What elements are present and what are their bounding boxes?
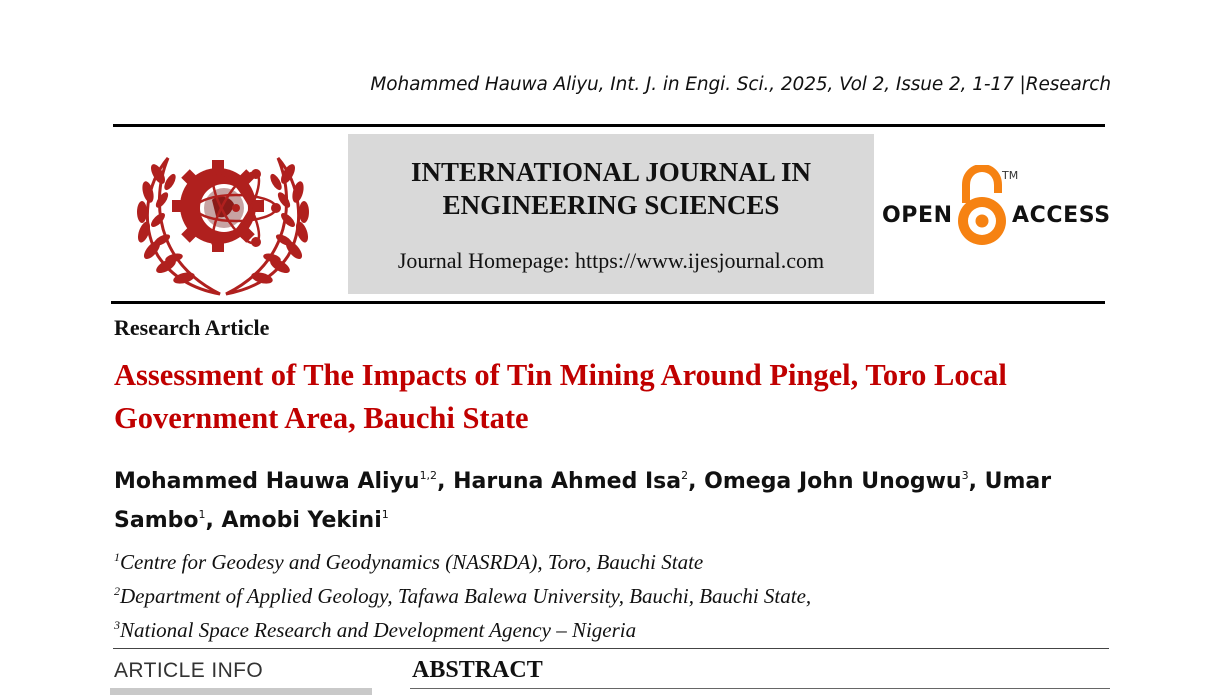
- article-type: Research Article: [114, 315, 270, 340]
- open-access-access-text: ACCESS: [1012, 203, 1111, 228]
- abstract-rule: [410, 688, 1110, 689]
- author-affiliation-sup: 1,2: [419, 469, 438, 482]
- open-access-open-text: OPEN: [882, 203, 953, 228]
- author-name: Umar Sambo: [114, 469, 1052, 533]
- author-separator: ,: [205, 508, 222, 533]
- article-info-underline: [110, 688, 372, 695]
- author-affiliation-sup: 3: [961, 469, 969, 482]
- affiliation-text: Department of Applied Geology, Tafawa Balewa University, Bauchi, Bauchi State,: [120, 584, 812, 608]
- affiliation-list: [114, 543, 811, 645]
- trademark-mark: TM: [1002, 169, 1019, 182]
- running-head: Mohammed Hauwa Aliyu, Int. J. in Engi. Sci., 2025, Vol 2, Issue 2, 1-17 |Research: [370, 74, 1111, 95]
- author-separator: ,: [437, 469, 454, 494]
- journal-name-line-1: INTERNATIONAL JOURNAL IN: [410, 157, 812, 187]
- author-name: Mohammed Hauwa Aliyu: [114, 469, 420, 494]
- affiliation-item: [114, 611, 811, 645]
- header-bottom-rule: [111, 301, 1105, 304]
- paper-title-line-1: Assessment of The Impacts of Tin Mining Around Pingel, Toro Local: [114, 358, 1007, 392]
- journal-emblem-logo: [128, 134, 318, 296]
- header-top-rule: [113, 124, 1105, 127]
- affiliation-number: 1: [114, 550, 120, 564]
- affiliation-number: 3: [114, 618, 120, 632]
- author-name: Omega John Unogwu: [704, 469, 962, 494]
- journal-homepage[interactable]: Journal Homepage: https://www.ijesjournal.com: [397, 248, 825, 273]
- open-access-logo: [880, 165, 1110, 255]
- article-info-heading: ARTICLE INFO: [114, 659, 264, 682]
- author-name: Amobi Yekini: [221, 508, 382, 533]
- journal-name-line-2: ENGINEERING SCIENCES: [442, 190, 780, 220]
- author-affiliation-sup: 1: [198, 508, 206, 521]
- affiliation-text: Centre for Geodesy and Geodynamics (NASRDA), Toro, Bauchi State: [120, 550, 704, 574]
- affiliation-item: [114, 543, 811, 577]
- paper-title-line-2: Government Area, Bauchi State: [114, 401, 529, 435]
- section-divider: [113, 648, 1109, 649]
- affiliation-text: National Space Research and Development Agency – Nigeria: [120, 618, 637, 642]
- journal-name: [348, 156, 874, 222]
- author-separator: ,: [968, 469, 985, 494]
- author-affiliation-sup: 1: [381, 508, 389, 521]
- author-affiliation-sup: 2: [681, 469, 689, 482]
- author-separator: ,: [688, 469, 705, 494]
- affiliation-number: 2: [114, 584, 120, 598]
- affiliation-item: [114, 577, 811, 611]
- journal-title-box: [348, 134, 874, 294]
- abstract-heading: ABSTRACT: [412, 657, 543, 683]
- paper-title: [114, 354, 1104, 440]
- author-list: [114, 459, 1114, 537]
- author-name: Haruna Ahmed Isa: [453, 469, 682, 494]
